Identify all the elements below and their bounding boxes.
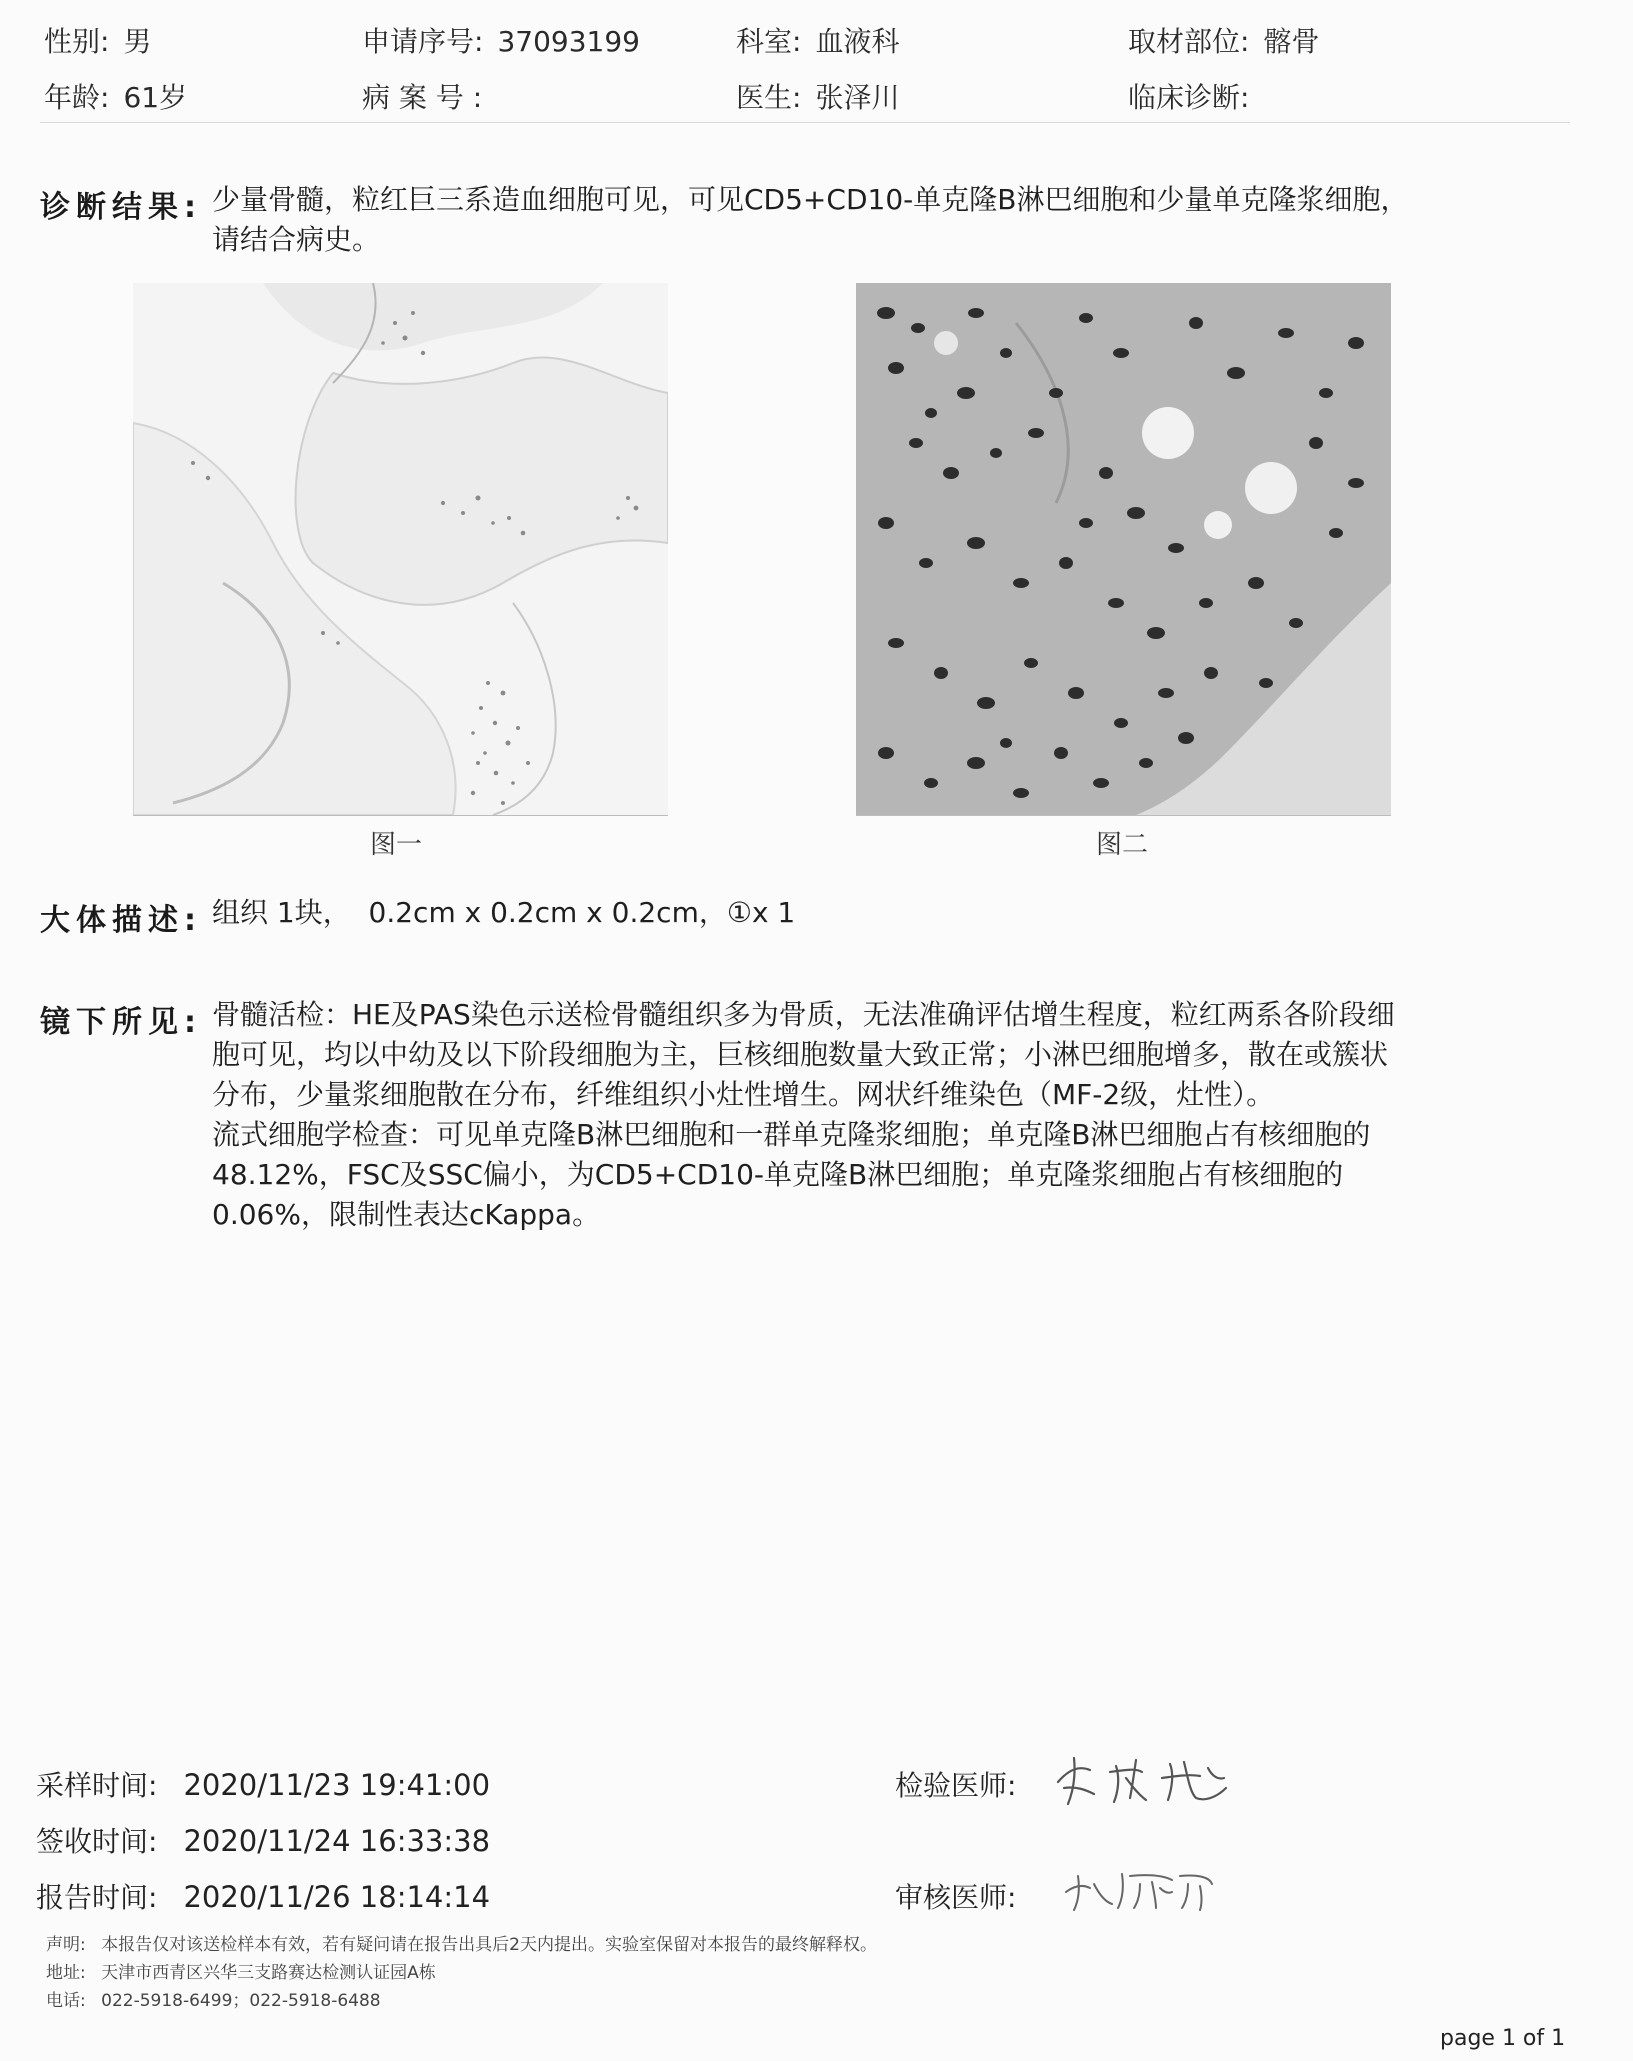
field-application-no: [362, 20, 640, 60]
microscopic-label: 镜下所见:: [40, 1005, 202, 1040]
field-clinical-diagnosis: [1128, 76, 1263, 116]
field-value: 血液科: [815, 25, 900, 58]
note-text: 本报告仅对该送检样本有效，若有疑问请在报告出具后2天内提出。实验室保留对本报告的最终解释权。: [101, 1935, 877, 1955]
note-label: 地址:: [46, 1963, 86, 1983]
figure-1-baseline: [133, 815, 668, 816]
figure-1-image: [133, 283, 668, 815]
figure-2-image: [856, 283, 1391, 815]
field-doctor: [736, 76, 899, 116]
field-label: 申请序号:: [362, 25, 484, 58]
microscopic-line: 流式细胞学检查：可见单克隆B淋巴细胞和一群单克隆浆细胞；单克隆B淋巴细胞占有核细胞的: [212, 1118, 1371, 1151]
diagnosis-text: [212, 180, 1512, 260]
note-label: 声明:: [46, 1935, 86, 1955]
diagnosis-line: 请结合病史。: [212, 223, 381, 256]
note-text: 022-5918-6499；022-5918-6488: [101, 1991, 381, 2011]
microscopic-line: 0.06%，限制性表达cKappa。: [212, 1198, 601, 1231]
time-value: 2020/11/26 18:14:14: [183, 1880, 491, 1914]
field-gender: [44, 20, 151, 60]
time-label: 采样时间:: [36, 1769, 158, 1802]
field-sample-site: [1128, 20, 1319, 60]
diagnosis-line: 少量骨髓，粒红巨三系造血细胞可见，可见CD5+CD10-单克隆B淋巴细胞和少量单克隆浆细胞，: [212, 183, 1409, 216]
time-value: 2020/11/23 19:41:00: [183, 1768, 491, 1802]
examiner-signature: [1050, 1748, 1240, 1812]
field-value: 37093199: [497, 25, 640, 58]
field-label: 医生:: [736, 81, 802, 114]
field-label: 年龄:: [44, 81, 110, 114]
phone-note: [46, 1986, 381, 2011]
figure-1-caption: 图一: [370, 830, 423, 860]
reviewer-label: 审核医师:: [895, 1881, 1017, 1914]
disclaimer-note: [46, 1930, 877, 1955]
field-case-no: [362, 76, 496, 116]
microscopic-line: 48.12%，FSC及SSC偏小，为CD5+CD10-单克隆B淋巴细胞；单克隆浆细胞占有核细胞的: [212, 1158, 1344, 1191]
microscopic-line: 骨髓活检：HE及PAS染色示送检骨髓组织多为骨质，无法准确评估增生程度，粒红两系各阶段细: [212, 998, 1395, 1031]
figure-2-baseline: [856, 815, 1391, 816]
time-label: 签收时间:: [36, 1825, 158, 1858]
sampling-time: [36, 1764, 490, 1804]
header-divider: [40, 122, 1570, 123]
field-value: 张泽川: [815, 81, 900, 114]
page-indicator: page 1 of 1: [1440, 2026, 1566, 2051]
figure-2-caption: 图二: [1096, 830, 1149, 860]
field-label: 病 案 号 :: [362, 81, 483, 114]
field-value: 61岁: [123, 81, 188, 114]
note-label: 电话:: [46, 1991, 86, 2011]
examiner-signature-image: [1050, 1748, 1240, 1808]
field-age: [44, 76, 187, 116]
microscopic-text: [212, 995, 1512, 1235]
time-value: 2020/11/24 16:33:38: [183, 1824, 491, 1858]
time-label: 报告时间:: [36, 1881, 158, 1914]
field-value: 男: [123, 25, 152, 58]
field-value: 髂骨: [1263, 25, 1320, 58]
field-department: [736, 20, 899, 60]
figure-2-micrograph: [856, 283, 1391, 815]
address-note: [46, 1958, 436, 1983]
reviewer-signature: [1060, 1862, 1220, 1918]
reviewer-signature-image: [1060, 1862, 1220, 1914]
field-label: 取材部位:: [1128, 25, 1250, 58]
note-text: 天津市西青区兴华三支路赛达检测认证园A栋: [101, 1963, 436, 1983]
gross-text: 组织 1块， 0.2cm x 0.2cm x 0.2cm，①x 1: [212, 896, 796, 929]
examiner-label: 检验医师:: [895, 1769, 1017, 1802]
report-time: [36, 1876, 490, 1916]
field-label: 科室:: [736, 25, 802, 58]
receipt-time: [36, 1820, 490, 1860]
field-label: 临床诊断:: [1128, 81, 1250, 114]
gross-label: 大体描述:: [40, 903, 202, 938]
diagnosis-label: 诊断结果:: [40, 190, 202, 225]
field-label: 性别:: [44, 25, 110, 58]
microscopic-line: 分布，少量浆细胞散在分布，纤维组织小灶性增生。网状纤维染色（MF-2级，灶性）。: [212, 1078, 1275, 1111]
figure-1-micrograph: [133, 283, 668, 815]
microscopic-line: 胞可见，均以中幼及以下阶段细胞为主，巨核细胞数量大致正常；小淋巴细胞增多，散在或簇状: [212, 1038, 1389, 1071]
